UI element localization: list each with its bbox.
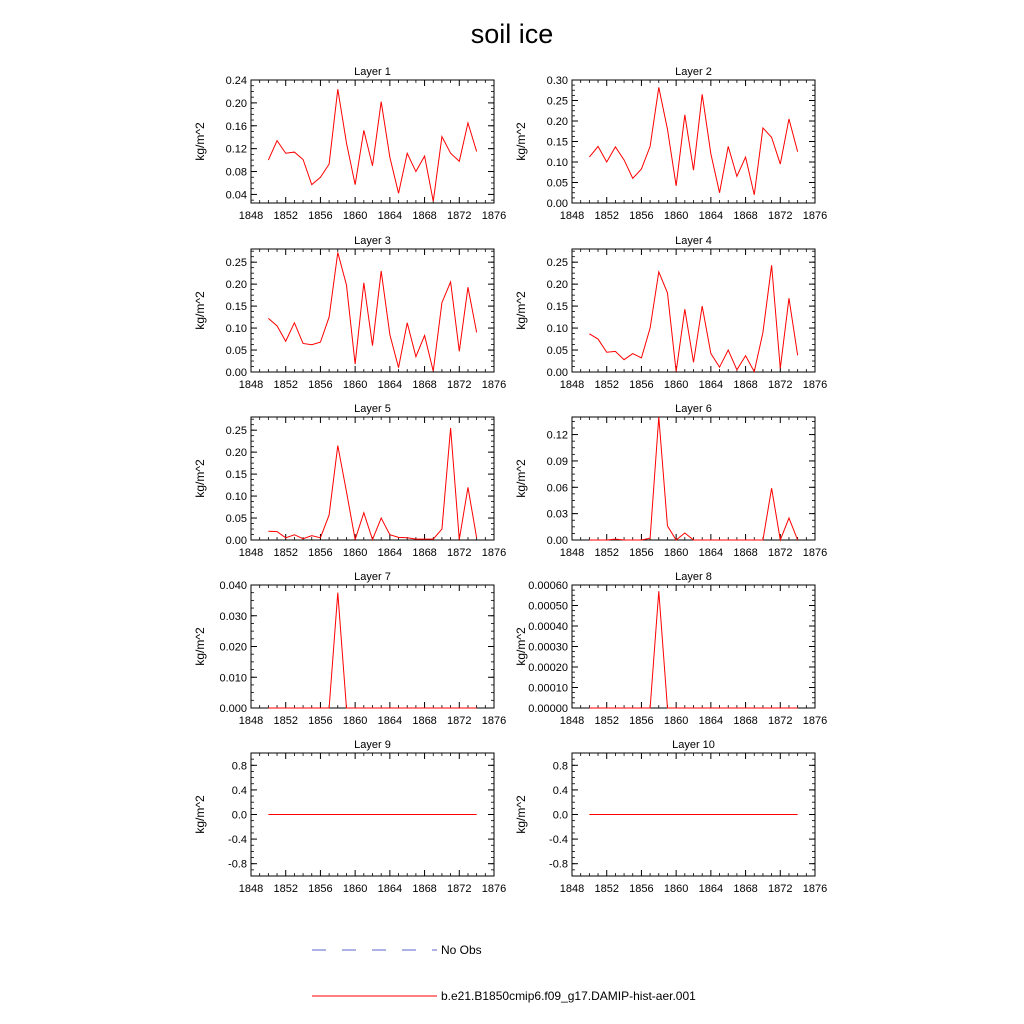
y-axis-label: kg/m^2 <box>514 291 528 330</box>
chart-panel <box>514 235 827 391</box>
x-tick-label: 1848 <box>238 379 264 391</box>
x-tick-label: 1876 <box>802 883 828 895</box>
y-tick-label: 0.00020 <box>528 662 568 674</box>
y-tick-label: 0.00 <box>546 198 568 210</box>
x-tick-label: 1876 <box>481 210 507 222</box>
x-tick-label: 1856 <box>629 883 654 895</box>
x-tick-label: 1856 <box>308 547 333 559</box>
x-tick-label: 1872 <box>447 715 472 727</box>
chart-panel <box>514 739 827 895</box>
x-tick-label: 1852 <box>594 883 619 895</box>
x-tick-label: 1872 <box>447 210 472 222</box>
x-tick-label: 1872 <box>768 379 793 391</box>
y-axis-label: kg/m^2 <box>193 122 207 161</box>
y-tick-label: 0.20 <box>225 97 247 110</box>
series-line <box>268 428 476 540</box>
y-tick-label: 0.10 <box>546 323 568 336</box>
x-tick-label: 1872 <box>768 547 793 559</box>
y-tick-label: 0.12 <box>546 429 568 442</box>
x-tick-label: 1864 <box>698 547 724 559</box>
y-tick-label: 0.0 <box>552 809 568 822</box>
y-tick-label: 0.00 <box>225 367 247 379</box>
y-axis-label: kg/m^2 <box>514 795 528 834</box>
y-tick-label: -0.8 <box>228 858 247 871</box>
y-tick-label: 0.25 <box>225 257 247 270</box>
chart-panel <box>514 403 827 559</box>
y-tick-label: 0.10 <box>225 323 247 336</box>
y-tick-label: 0.04 <box>225 189 247 202</box>
x-tick-label: 1872 <box>447 883 472 895</box>
y-tick-label: 0.00050 <box>528 600 568 613</box>
y-tick-label: 0.15 <box>546 136 568 149</box>
y-tick-label: -0.4 <box>549 834 568 847</box>
chart-panel <box>514 66 827 222</box>
y-tick-label: 0.00000 <box>528 703 568 715</box>
series-line <box>268 253 476 372</box>
x-tick-label: 1864 <box>377 883 403 895</box>
x-tick-label: 1860 <box>663 547 689 559</box>
chart-panel <box>193 66 506 222</box>
panel-title: Layer 2 <box>675 66 712 78</box>
x-tick-label: 1860 <box>663 715 689 727</box>
x-tick-label: 1876 <box>481 379 507 391</box>
x-tick-label: 1852 <box>594 547 619 559</box>
x-tick-label: 1848 <box>559 883 585 895</box>
plot-frame <box>572 585 815 708</box>
x-tick-label: 1860 <box>342 210 368 222</box>
x-tick-label: 1864 <box>698 715 724 727</box>
chart-panel <box>193 235 506 391</box>
y-tick-label: 0.12 <box>225 143 247 156</box>
plot-frame <box>572 417 815 540</box>
x-tick-label: 1852 <box>594 210 619 222</box>
y-tick-label: 0.20 <box>225 279 247 292</box>
legend <box>312 943 696 1003</box>
y-tick-label: 0.24 <box>225 75 247 87</box>
y-axis-label: kg/m^2 <box>193 627 207 666</box>
y-axis-label: kg/m^2 <box>514 122 528 161</box>
y-tick-label: 0.03 <box>546 508 568 521</box>
x-tick-label: 1868 <box>733 210 758 222</box>
y-tick-label: 0.0 <box>231 809 247 822</box>
y-tick-label: 0.4 <box>231 784 247 797</box>
y-tick-label: 0.15 <box>546 301 568 314</box>
y-tick-label: 0.00030 <box>528 641 568 654</box>
x-tick-label: 1856 <box>629 715 654 727</box>
x-tick-label: 1848 <box>559 547 585 559</box>
y-axis-label: kg/m^2 <box>193 795 207 834</box>
x-tick-label: 1872 <box>768 210 793 222</box>
x-tick-label: 1864 <box>377 210 403 222</box>
x-tick-label: 1852 <box>594 715 619 727</box>
y-tick-label: 0.09 <box>546 455 568 468</box>
panel-title: Layer 4 <box>675 235 712 247</box>
y-tick-label: -0.4 <box>228 834 247 847</box>
x-tick-label: 1856 <box>629 547 654 559</box>
y-tick-label: 0.06 <box>546 482 568 495</box>
x-tick-label: 1860 <box>342 715 368 727</box>
x-tick-label: 1848 <box>559 210 585 222</box>
panel-title: Layer 6 <box>675 403 712 415</box>
x-tick-label: 1864 <box>377 715 403 727</box>
series-line <box>589 265 797 371</box>
x-tick-label: 1868 <box>412 379 437 391</box>
plot-frame <box>572 80 815 203</box>
x-tick-label: 1852 <box>273 547 298 559</box>
x-tick-label: 1856 <box>629 379 654 391</box>
x-tick-label: 1852 <box>273 883 298 895</box>
x-tick-label: 1868 <box>412 883 437 895</box>
y-tick-label: 0.08 <box>225 166 247 179</box>
chart-panel <box>193 403 506 559</box>
x-tick-label: 1860 <box>663 210 689 222</box>
plot-frame <box>251 80 494 203</box>
panel-title: Layer 7 <box>354 571 391 583</box>
chart-panel <box>514 571 827 727</box>
x-tick-label: 1848 <box>238 715 264 727</box>
y-tick-label: 0.15 <box>225 301 247 314</box>
y-axis-label: kg/m^2 <box>193 459 207 498</box>
x-tick-label: 1868 <box>733 379 758 391</box>
y-tick-label: 0.020 <box>219 641 247 654</box>
y-tick-label: 0.00 <box>546 535 568 547</box>
x-tick-label: 1848 <box>238 547 264 559</box>
y-tick-label: 0.15 <box>225 469 247 482</box>
y-tick-label: 0.30 <box>546 75 568 87</box>
x-tick-label: 1876 <box>802 379 828 391</box>
y-tick-label: 0.8 <box>552 760 568 773</box>
x-tick-label: 1868 <box>412 715 437 727</box>
y-tick-label: 0.00 <box>546 367 568 379</box>
figure-title: soil ice <box>470 19 554 49</box>
y-axis-label: kg/m^2 <box>514 627 528 666</box>
x-tick-label: 1872 <box>447 379 472 391</box>
x-tick-label: 1852 <box>273 379 298 391</box>
panel-title: Layer 1 <box>354 66 391 78</box>
panel-title: Layer 5 <box>354 403 391 415</box>
y-tick-label: -0.8 <box>549 858 568 871</box>
x-tick-label: 1852 <box>273 715 298 727</box>
x-tick-label: 1876 <box>481 883 507 895</box>
x-tick-label: 1856 <box>308 210 333 222</box>
y-tick-label: 0.030 <box>219 610 247 623</box>
x-tick-label: 1864 <box>377 547 403 559</box>
y-axis-label: kg/m^2 <box>514 459 528 498</box>
panel-title: Layer 8 <box>675 571 712 583</box>
x-tick-label: 1876 <box>481 715 507 727</box>
plot-frame <box>251 249 494 372</box>
y-axis-label: kg/m^2 <box>193 291 207 330</box>
y-tick-label: 0.05 <box>546 177 568 190</box>
series-line <box>268 593 476 708</box>
panel-title: Layer 9 <box>354 739 391 751</box>
panel-title: Layer 10 <box>672 739 715 751</box>
x-tick-label: 1848 <box>559 379 585 391</box>
x-tick-label: 1856 <box>308 883 333 895</box>
legend-no-obs-label: No Obs <box>441 943 482 957</box>
x-tick-label: 1856 <box>629 210 654 222</box>
y-tick-label: 0.00040 <box>528 621 568 633</box>
x-tick-label: 1848 <box>238 210 264 222</box>
x-tick-label: 1860 <box>342 547 368 559</box>
y-tick-label: 0.000 <box>219 703 247 715</box>
y-tick-label: 0.16 <box>225 120 247 133</box>
y-tick-label: 0.10 <box>225 491 247 504</box>
x-tick-label: 1872 <box>768 715 793 727</box>
x-tick-label: 1860 <box>342 883 368 895</box>
x-tick-label: 1876 <box>802 210 828 222</box>
x-tick-label: 1852 <box>273 210 298 222</box>
x-tick-label: 1876 <box>481 547 507 559</box>
y-tick-label: 0.20 <box>225 447 247 460</box>
x-tick-label: 1856 <box>308 379 333 391</box>
x-tick-label: 1864 <box>698 883 724 895</box>
x-tick-label: 1868 <box>412 547 437 559</box>
y-tick-label: 0.10 <box>546 157 568 169</box>
legend-model-label: b.e21.B1850cmip6.f09_g17.DAMIP-hist-aer.001 <box>441 989 696 1003</box>
y-tick-label: 0.25 <box>546 257 568 270</box>
y-tick-label: 0.05 <box>546 345 568 358</box>
x-tick-label: 1868 <box>412 210 437 222</box>
x-tick-label: 1868 <box>733 715 758 727</box>
x-tick-label: 1864 <box>698 379 724 391</box>
x-tick-label: 1876 <box>802 547 828 559</box>
series-line <box>589 591 797 708</box>
x-tick-label: 1848 <box>238 883 264 895</box>
y-tick-label: 0.25 <box>546 95 568 108</box>
y-tick-label: 0.00 <box>225 535 247 547</box>
x-tick-label: 1872 <box>447 547 472 559</box>
panel-title: Layer 3 <box>354 235 391 247</box>
plot-frame <box>251 585 494 708</box>
y-tick-label: 0.8 <box>231 760 247 773</box>
x-tick-label: 1860 <box>663 379 689 391</box>
x-tick-label: 1860 <box>663 883 689 895</box>
x-tick-label: 1864 <box>698 210 724 222</box>
y-tick-label: 0.00060 <box>528 580 568 592</box>
y-tick-label: 0.05 <box>225 513 247 526</box>
panels <box>193 66 827 895</box>
x-tick-label: 1872 <box>768 883 793 895</box>
x-tick-label: 1868 <box>733 547 758 559</box>
y-tick-label: 0.040 <box>219 580 247 592</box>
x-tick-label: 1848 <box>559 715 585 727</box>
chart-panel <box>193 571 506 727</box>
series-line <box>589 417 797 540</box>
x-tick-label: 1864 <box>377 379 403 391</box>
x-tick-label: 1856 <box>308 715 333 727</box>
series-line <box>589 87 797 194</box>
x-tick-label: 1876 <box>802 715 828 727</box>
y-tick-label: 0.25 <box>225 425 247 438</box>
y-tick-label: 0.05 <box>225 345 247 358</box>
y-tick-label: 0.4 <box>552 784 568 797</box>
x-tick-label: 1860 <box>342 379 368 391</box>
y-tick-label: 0.20 <box>546 116 568 128</box>
x-tick-label: 1868 <box>733 883 758 895</box>
chart-panel <box>193 739 506 895</box>
series-line <box>268 89 476 201</box>
y-tick-label: 0.20 <box>546 279 568 292</box>
y-tick-label: 0.00010 <box>528 682 568 695</box>
x-tick-label: 1852 <box>594 379 619 391</box>
y-tick-label: 0.010 <box>219 672 247 685</box>
